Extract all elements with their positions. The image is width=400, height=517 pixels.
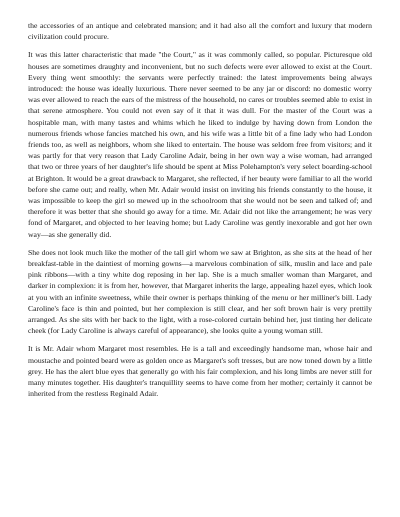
paragraph-1-text: the accessories of an antique and celebrated mansion; and it had also all the comfort and luxury that modern civilization could procure. <box>28 21 372 42</box>
paragraph-2 <box>28 49 372 239</box>
paragraph-1 <box>28 20 372 42</box>
paragraph-3 <box>28 247 372 337</box>
paragraph-2-text: It was this latter characteristic that made "the Court," as it was commonly called, so popular. Picturesque old houses are sometimes draughty and inconvenient, but no such defects were ever allowed to exist at the Court. Every thing went smoothly: the servants were perfectly trained: the latest improvements being always introduced: the house was ideally luxurious. There never seemed to be any jar or discord: no domestic worry was ever allowed to reach the ears of the mistress of the household, no cares or troubles seemed able to exist in that serene atmosphere. You could not even say of it that it was dull. For the master of the Court was a hospitable man, with many tastes and whims which he liked to indulge by having down from London the numerous friends whose fancies matched his own, and his wife was a little bit of a fine lady who had London friends too, as well as neighbors, whom she liked to entertain. The house was seldom free from visitors; and it was partly for that very reason that Lady Caroline Adair, being in her own way a wise woman, had arranged that two or three years of her daughter's life should be spent at Miss Polehampton's very select boarding-school at Brighton. It would be a great drawback to Margaret, she reflected, if her beauty were familiar to all the world before she came out; and really, when Mr. Adair would insist on inviting his friends constantly to the house, it was impossible to keep the girl so mewed up in the schoolroom that she would not be seen and talked of; and therefore it was better that she should go away for a time. Mr. Adair did not like the arrangement; he was very fond of Margaret, and objected to her leaving home; but Lady Caroline was gently inexorable and got her own way—as she generally did. <box>28 50 372 239</box>
paragraph-3-text-end: or her milliner's bill. Lady Caroline's face is thin and pointed, but her complexion is still clear, and her soft brown hair is very prettily arranged. As she sits with her back to the light, with a rose-colored curtain behind her, just tinting her delicate cheek (for Lady Caroline is always careful of appearance), she looks quite a young woman still. <box>28 292 372 336</box>
paragraph-3-text-start: She does not look much like the mother of the tall girl whom we saw at Brighton, as she sits at the head of her breakfast-table in the daintiest of morning gowns—a marvelous combination of silk, muslin and lace and pale pink ribbons—with a tiny white dog reposing in her lap. She is a much smaller woman than Margaret, and darker in complexion: it is from her, however, that Margaret inherits the large, appealing hazel eyes, which look at you with an infinite sweetness, while their owner is perhaps thinking of the <box>28 247 372 302</box>
paragraph-3-emphasis-menu: menu <box>271 292 289 302</box>
paragraph-4 <box>28 343 372 399</box>
document-page <box>28 20 372 407</box>
paragraph-4-text: It is Mr. Adair whom Margaret most resembles. He is a tall and exceedingly handsome man, whose hair and moustache and pointed beard were as golden once as Margaret's soft tresses, but are now toned down by a little grey. He has the alert blue eyes that generally go with his fair complexion, and his long limbs are never still for many minutes together. His daughter's tranquillity seems to have come from her mother; certainly it cannot be inherited from the restless Reginald Adair. <box>28 344 372 399</box>
